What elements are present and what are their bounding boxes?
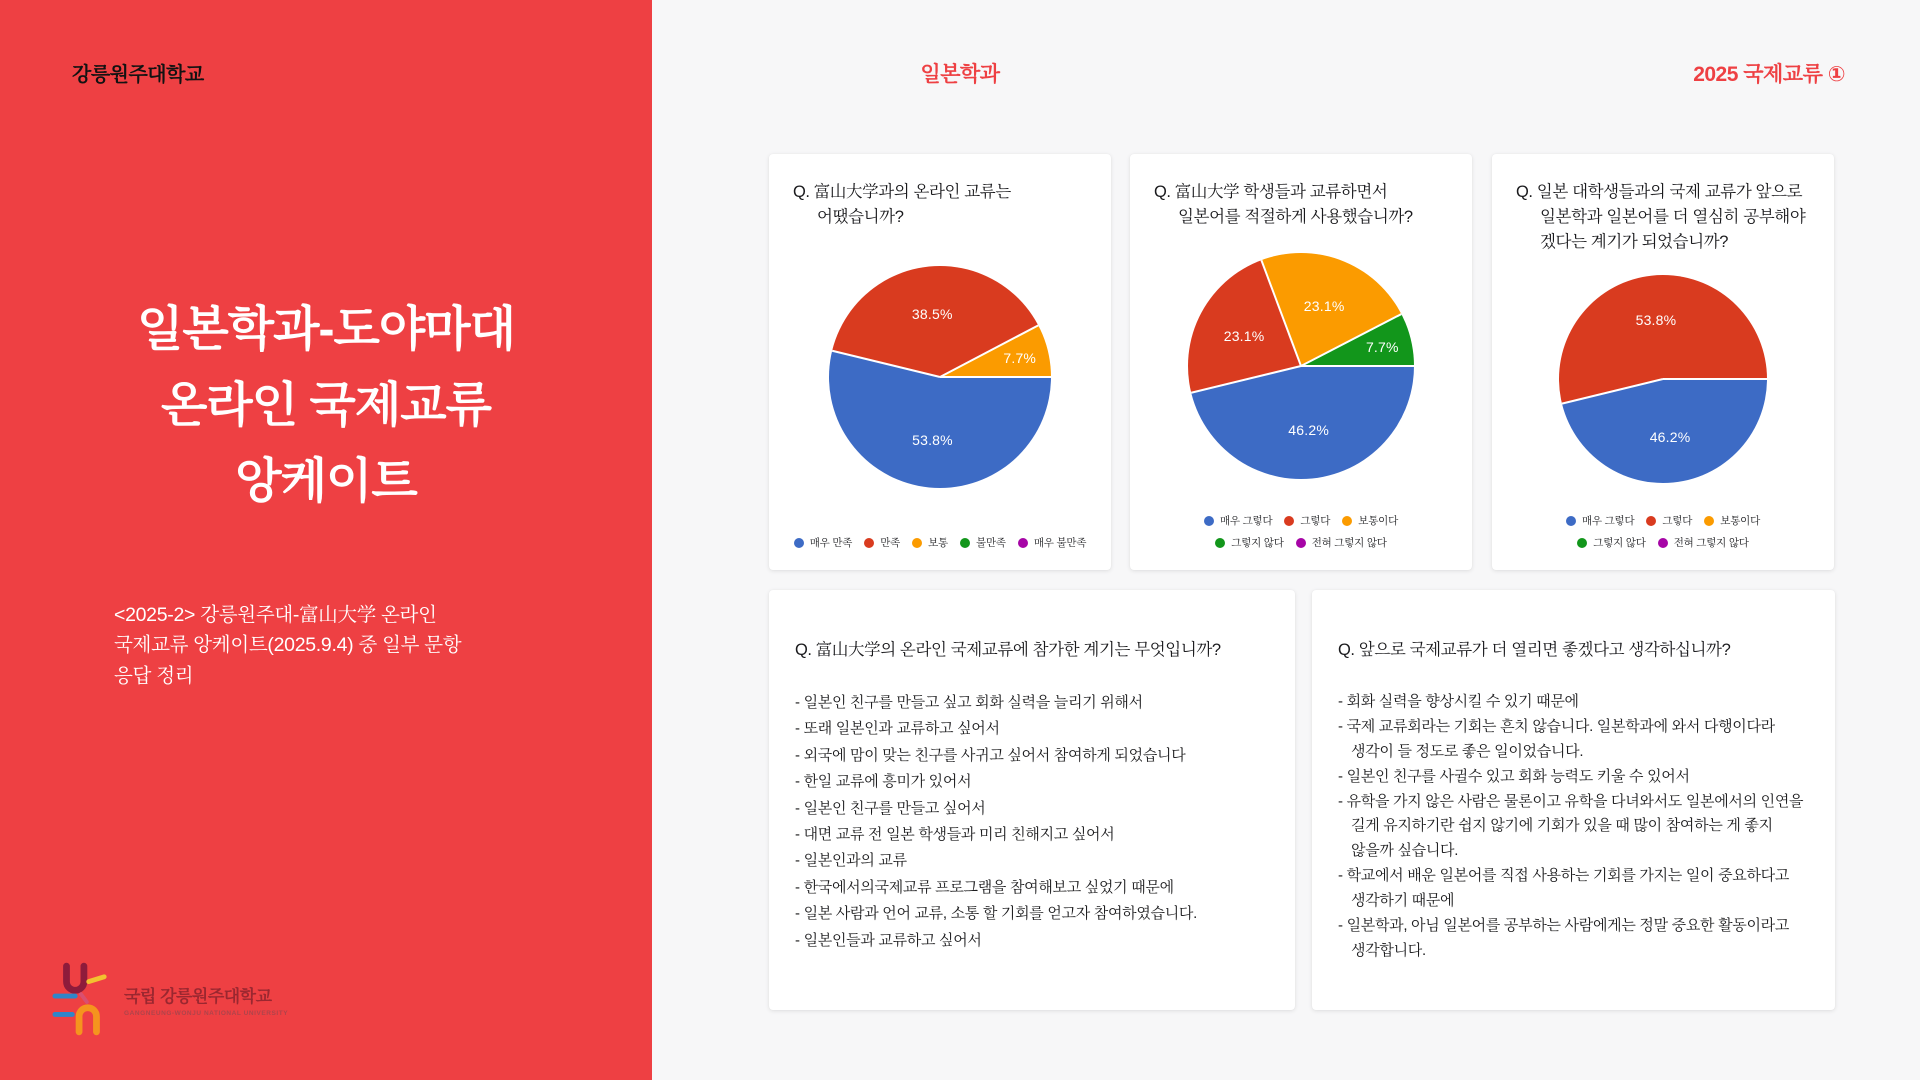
answer-item: - 한국에서의국제교류 프로그램을 참여해보고 싶었기 때문에 <box>795 878 1174 896</box>
answer-item: - 회화 실력을 향상시킬 수 있기 때문에 <box>1338 693 1579 710</box>
legend-label: 그렇지 않다 <box>1231 537 1284 549</box>
legend-item <box>1342 513 1398 528</box>
answer-item: - 일본인과의 교류 <box>795 852 907 870</box>
legend-item <box>1204 513 1272 528</box>
answer-item: - 일본 사람과 언어 교류, 소통 할 기회를 얻고자 참여하였습니다. <box>795 905 1197 923</box>
legend-dot-icon <box>1204 516 1214 526</box>
answer-list <box>795 690 1269 954</box>
legend-dot-icon <box>1284 516 1294 526</box>
legend-item <box>864 535 900 550</box>
legend-dot-icon <box>912 538 922 548</box>
answer-item: - 국제 교류회라는 기회는 흔치 않습니다. 일본학과에 와서 다행이다라 생각이 들 정도로 좋은 일이었습니다. <box>1338 717 1775 760</box>
legend-label: 그렇다 <box>1300 515 1331 527</box>
chart-question: Q. 일본 대학생들과의 국제 교류가 앞으로 일본학과 일본어를 더 열심히 공부해야 겠다는 계기가 되었습니까? <box>1516 183 1806 251</box>
answer-item: - 학교에서 배운 일본어를 직접 사용하는 기회를 가지는 일이 중요하다고 생각하기 때문에 <box>1338 867 1790 910</box>
legend <box>1176 513 1426 550</box>
slide-subtitle <box>114 600 594 691</box>
pie-slice-label: 53.8% <box>1635 311 1677 328</box>
legend-dot-icon <box>1704 516 1714 526</box>
pie-slice-separator <box>1301 365 1414 367</box>
pie-slice-separator <box>1260 260 1301 367</box>
answer-item: - 한일 교류에 흥미가 있어서 <box>795 773 972 791</box>
pie-chart-1 <box>829 266 1051 488</box>
pie-slice-label: 46.2% <box>1649 429 1691 446</box>
pie-slice-label: 23.1% <box>1303 298 1345 315</box>
legend-label: 만족 <box>880 537 901 549</box>
chart-card-2 <box>1130 154 1472 570</box>
legend <box>794 535 1087 550</box>
pie-slice-label: 7.7% <box>1365 338 1399 355</box>
legend-item <box>1658 535 1749 550</box>
legend-label: 매우 불만족 <box>1033 537 1087 549</box>
slide-title-line-3: 앙케이트 <box>235 454 417 508</box>
legend-label: 그렇다 <box>1662 515 1693 527</box>
slide-title-line-1: 일본학과-도야마대 <box>137 303 515 356</box>
chart-question: Q. 富山大学 학생들과 교류하면서 일본어를 적절하게 사용했습니까? <box>1154 183 1413 226</box>
legend-label: 매우 그렇다 <box>1581 515 1635 527</box>
legend-dot-icon <box>1018 538 1028 548</box>
logo-name: 국립 강릉원주대학교 <box>124 986 272 1006</box>
answer-item: - 일본인들과 교류하고 싶어서 <box>795 931 982 949</box>
answer-item: - 일본학과, 아님 일본어를 공부하는 사람에게는 정말 중요한 활동이라고 생각합니다. <box>1338 917 1790 959</box>
legend-item <box>1296 535 1387 550</box>
department-label: 일본학과 <box>920 63 1000 86</box>
qa-card-2 <box>1312 590 1835 1010</box>
chart-question: Q. 富山大学과의 온라인 교류는 어땠습니까? <box>793 183 1011 226</box>
legend-label: 전혀 그렇지 않다 <box>1311 537 1387 549</box>
university-logo-icon <box>52 962 110 1036</box>
pie-slice-separator <box>1562 378 1664 405</box>
pie-area <box>793 230 1087 526</box>
answer-list <box>1338 690 1809 964</box>
pie-slice-label: 53.8% <box>912 432 953 449</box>
legend-item <box>1284 513 1330 528</box>
pie-area <box>1154 230 1448 504</box>
legend-dot-icon <box>1342 516 1352 526</box>
legend-dot-icon <box>1296 538 1306 548</box>
subtitle-line-2: 국제교류 앙케이트(2025.9.4) 중 일부 문항 <box>114 634 462 657</box>
legend-label: 매우 만족 <box>809 537 853 549</box>
legend-item <box>960 535 1006 550</box>
answer-item: - 유학을 가지 않은 사람은 물론이고 유학을 다녀와서도 일본에서의 인연을 길게 유지하기란 쉽지 않기에 기회가 있을 때 많이 참여하는 게 좋지 않을까 싶습니다. <box>1338 792 1804 860</box>
chart-card-1 <box>769 154 1111 570</box>
university-logo-text <box>124 982 288 1017</box>
legend-label: 보통이다 <box>1720 515 1761 527</box>
pie-chart-3 <box>1559 275 1767 483</box>
legend <box>1538 513 1788 550</box>
legend-dot-icon <box>960 538 970 548</box>
pie-area <box>1516 254 1810 503</box>
slide-title-line-2: 온라인 국제교류 <box>161 378 491 432</box>
series-label: 2025 국제교류 ① <box>1693 63 1845 86</box>
slide-title <box>0 292 652 519</box>
legend-dot-icon <box>1577 538 1587 548</box>
legend-item <box>1646 513 1692 528</box>
legend-item <box>1215 535 1283 550</box>
legend-dot-icon <box>1215 538 1225 548</box>
university-logo <box>52 962 288 1036</box>
legend-label: 그렇지 않다 <box>1593 537 1646 549</box>
qa-question: Q. 앞으로 국제교류가 더 열리면 좋겠다고 생각하십니까? <box>1338 641 1731 659</box>
pie-chart-2 <box>1188 253 1414 479</box>
subtitle-line-1: <2025-2> 강릉원주대-富山大学 온라인 <box>114 604 437 626</box>
legend-dot-icon <box>1566 516 1576 526</box>
answer-item: - 일본인 친구를 사귈수 있고 회화 능력도 키울 수 있어서 <box>1338 767 1690 785</box>
pie-slice-separator <box>940 376 1051 378</box>
answer-item: - 대면 교류 전 일본 학생들과 미리 친해지고 싶어서 <box>795 825 1115 843</box>
pie-slice-label: 23.1% <box>1223 328 1265 345</box>
qa-question: Q. 富山大学의 온라인 국제교류에 참가한 계기는 무엇입니까? <box>795 641 1221 659</box>
answer-item: - 일본인 친구를 만들고 싶고 회화 실력을 늘리기 위해서 <box>795 694 1143 711</box>
answer-item: - 또래 일본인과 교류하고 싶어서 <box>795 720 1000 738</box>
legend-label: 보통 <box>928 537 948 549</box>
pie-slice-separator <box>1663 378 1767 380</box>
legend-label: 전혀 그렇지 않다 <box>1673 537 1749 549</box>
legend-dot-icon <box>794 538 804 548</box>
answer-item: - 일본인 친구를 만들고 싶어서 <box>795 799 986 817</box>
answer-item: - 외국에 맘이 맞는 친구를 사귀고 싶어서 참여하게 되었습니다 <box>795 746 1186 764</box>
legend-item <box>1566 513 1634 528</box>
legend-label: 매우 그렇다 <box>1219 515 1273 527</box>
legend-item <box>1577 535 1645 550</box>
chart-card-3 <box>1492 154 1834 570</box>
legend-item <box>794 535 853 550</box>
pie-slice-label: 7.7% <box>1003 349 1037 366</box>
legend-item <box>912 535 948 550</box>
pie-slice-label: 38.5% <box>911 306 953 323</box>
legend-dot-icon <box>1646 516 1656 526</box>
legend-label: 보통이다 <box>1358 515 1399 527</box>
university-name: 강릉원주대학교 <box>72 64 204 86</box>
pie-slice-separator <box>832 350 940 378</box>
legend-item <box>1018 535 1086 550</box>
legend-dot-icon <box>1658 538 1668 548</box>
qa-card-1 <box>769 590 1295 1010</box>
left-panel <box>0 0 652 1080</box>
legend-label: 불만족 <box>976 537 1006 549</box>
subtitle-line-3: 응답 정리 <box>114 664 194 687</box>
legend-dot-icon <box>864 538 874 548</box>
logo-subname: GANGNEUNG-WONJU NATIONAL UNIVERSITY <box>124 1009 289 1017</box>
pie-slice-separator <box>1191 365 1301 394</box>
pie-slice-label: 46.2% <box>1288 422 1330 439</box>
legend-item <box>1704 513 1760 528</box>
